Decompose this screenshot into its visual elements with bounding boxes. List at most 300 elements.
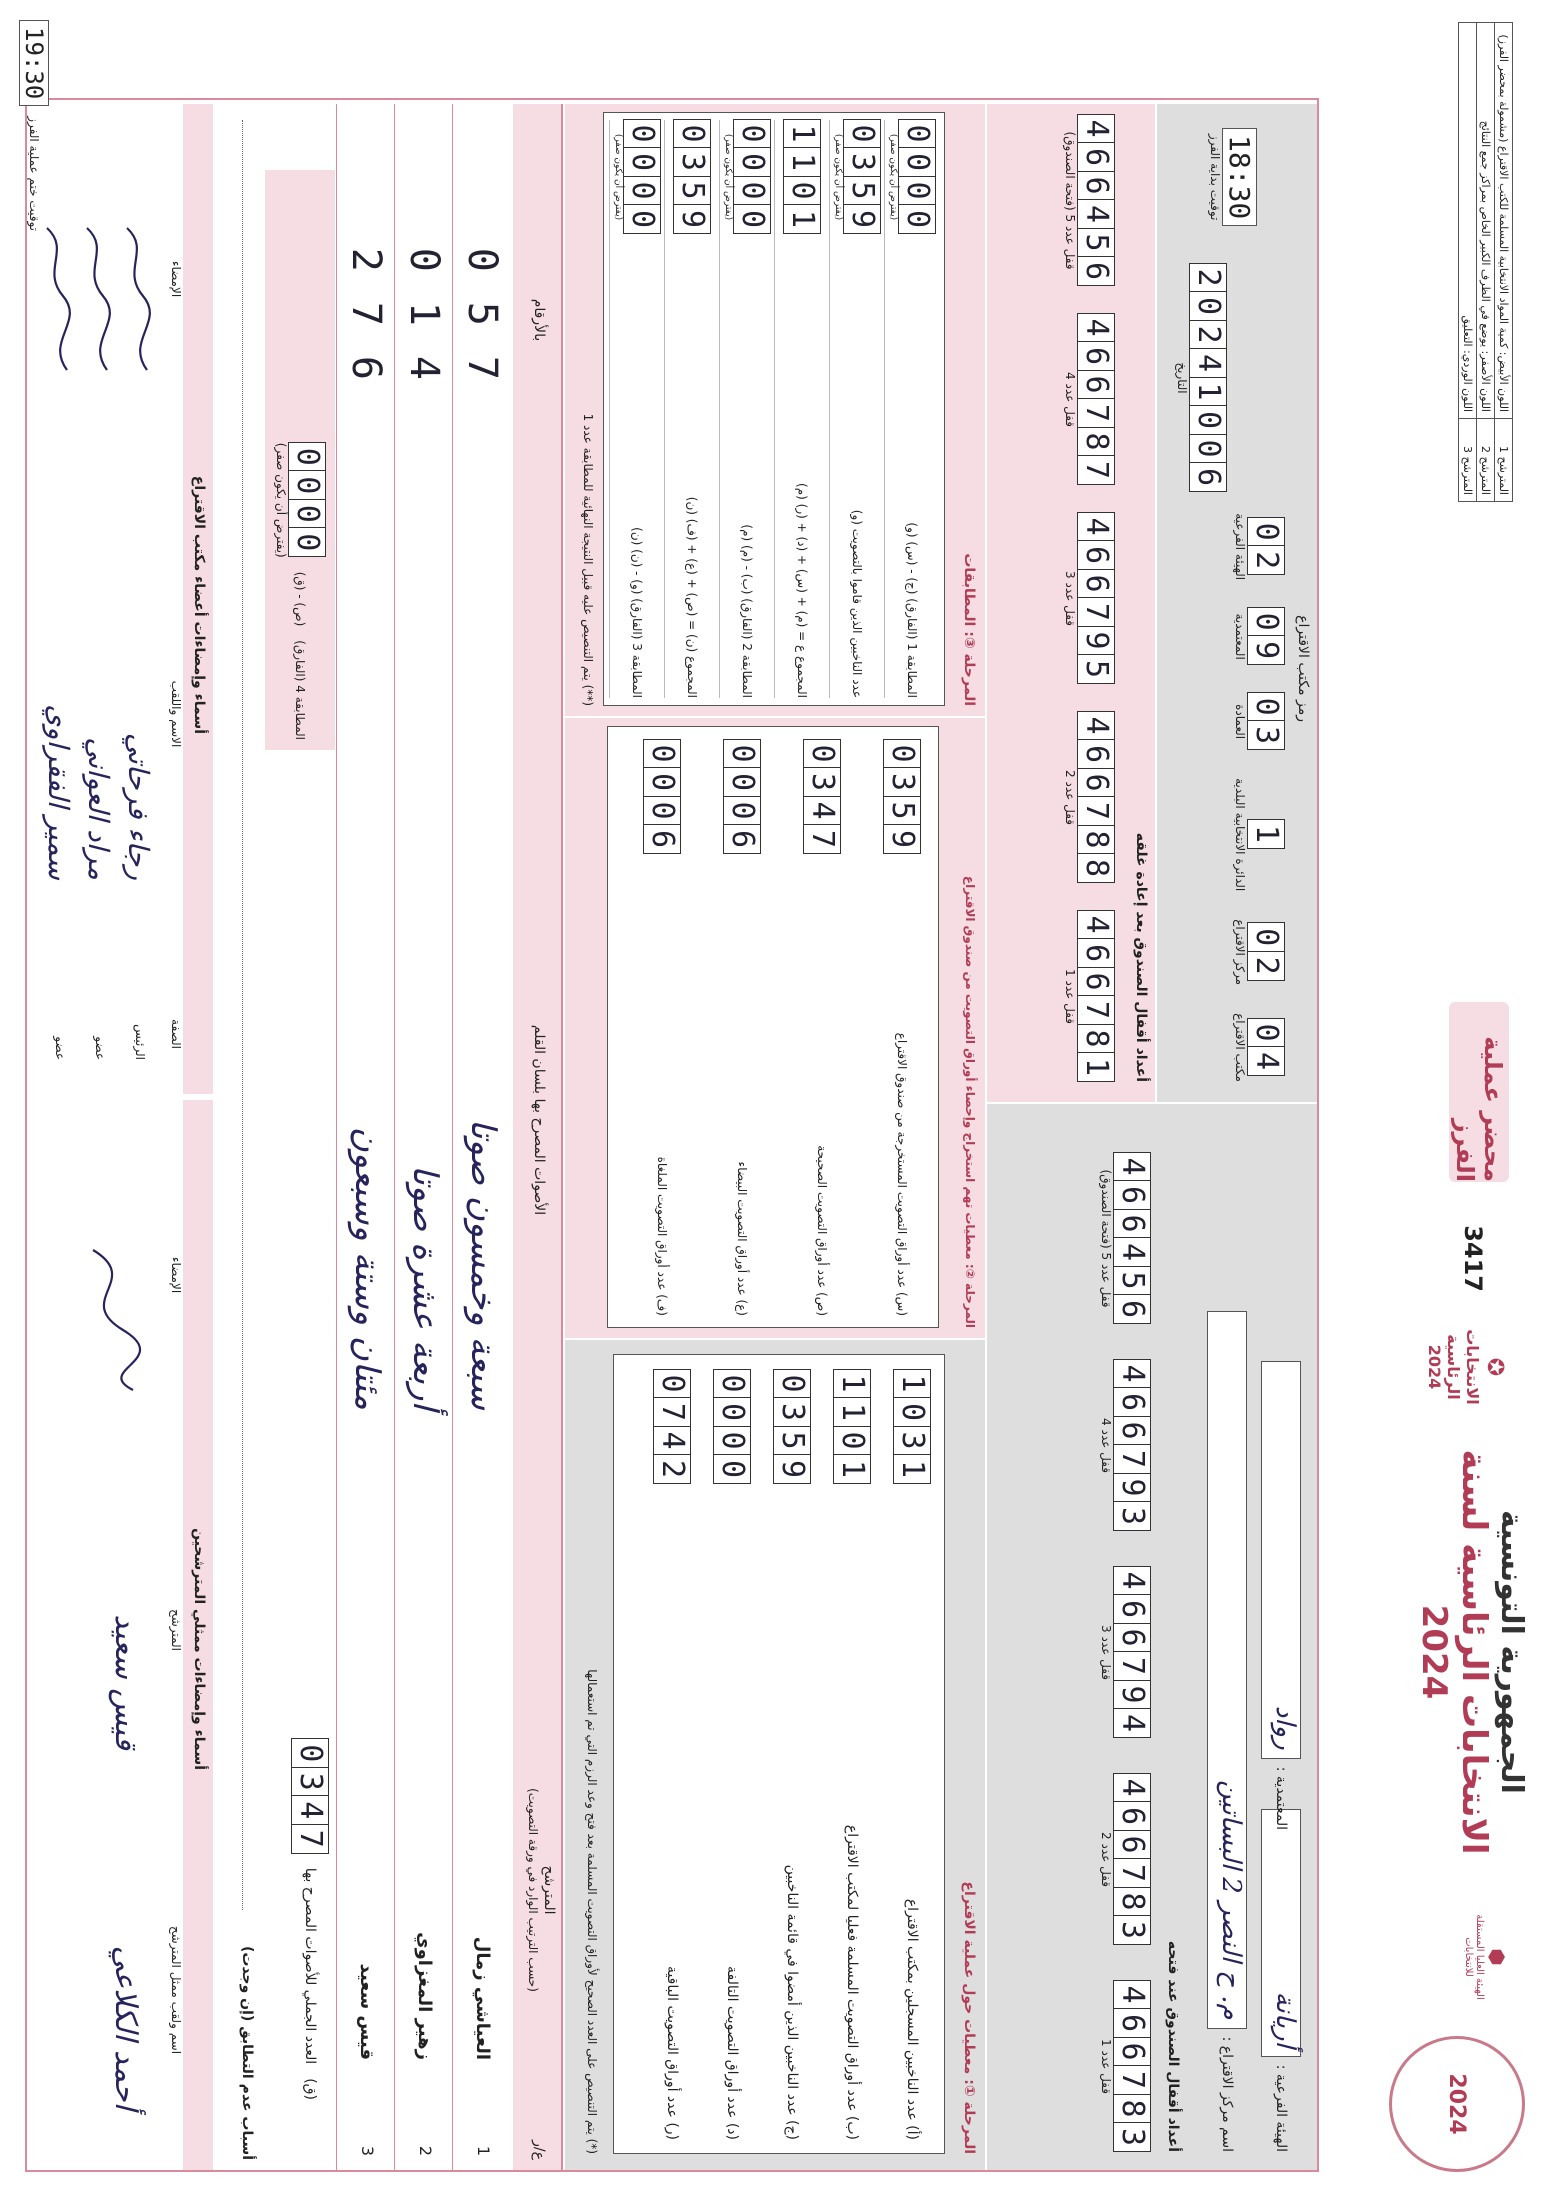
stage3-row-label: المجموع (ن) = (ص) + (ع) + (ف) (ن) bbox=[685, 496, 699, 698]
reasons-line bbox=[242, 120, 243, 1910]
digit-cell: 9 bbox=[1113, 1473, 1151, 1503]
total-value bbox=[291, 1740, 329, 1854]
row-code: (ج) bbox=[784, 2120, 801, 2140]
digit-cell: 9 bbox=[673, 204, 711, 234]
digit-cell: 7 bbox=[1113, 1651, 1151, 1681]
doc-number: 3417 bbox=[1459, 1225, 1487, 1292]
codes-row bbox=[1233, 513, 1285, 1082]
digit-cell: 6 bbox=[1113, 2008, 1151, 2038]
digit-cell: 9 bbox=[883, 824, 921, 854]
digit-cell: 4 bbox=[1113, 1773, 1151, 1803]
delegation-row bbox=[1261, 1361, 1301, 1830]
lock-digits bbox=[1113, 1567, 1151, 1738]
stage2-row-label bbox=[815, 1145, 829, 1316]
row-code: (س) bbox=[895, 1291, 909, 1316]
code-label: مركز الاقتراع bbox=[1233, 919, 1247, 986]
stage1-row-label bbox=[844, 1825, 861, 2140]
result-num: 2 bbox=[416, 2145, 435, 2156]
row-text: عدد أوراق التصويت الباقية bbox=[664, 1965, 681, 2118]
lock-label: قفل عدد 4 bbox=[1063, 372, 1077, 427]
lock-before-1 bbox=[1099, 1981, 1151, 2152]
lock-label: قفل عدد 1 bbox=[1063, 969, 1077, 1024]
stage3-row bbox=[664, 120, 719, 698]
result-digits: 276 bbox=[343, 247, 389, 410]
lock-digits bbox=[1077, 712, 1115, 883]
row-text: عدد أوراق التصويت المستخرجة من صندوق الاقتراع bbox=[895, 1032, 909, 1289]
stage3-note: (يفترض أن يكون صفر) bbox=[723, 133, 733, 221]
stage3-value-wrap bbox=[833, 120, 881, 234]
row-text: عدد أوراق التصويت البيضاء bbox=[735, 1161, 749, 1296]
lock-digits bbox=[1113, 1774, 1151, 1945]
reasons-label: أسباب عدم التطابق (إن وجدت) bbox=[239, 1945, 255, 2160]
colors-label: المترشح 2 bbox=[1477, 419, 1495, 502]
stage1-value bbox=[833, 1370, 871, 1484]
digit-cell: 4 bbox=[1077, 313, 1115, 343]
match4-note: (يفترض أن يكون صفر) bbox=[274, 442, 288, 558]
digit-cell: 6 bbox=[1113, 1594, 1151, 1624]
digit-cell: 3 bbox=[803, 767, 841, 797]
digit-cell: 0 bbox=[723, 796, 761, 826]
digit-cell: 8 bbox=[1113, 2094, 1151, 2124]
isie-logo bbox=[1463, 1902, 1509, 2012]
row-text: عدد أوراق التصويت المسلمة فعليا لمكتب الاقتراع bbox=[844, 1824, 861, 2112]
digit-cell: 3 bbox=[1113, 1501, 1151, 1531]
digit-cell: 4 bbox=[653, 1426, 691, 1456]
stage2-value bbox=[723, 740, 761, 854]
digit-cell: 0 bbox=[288, 499, 326, 529]
stage2-value bbox=[803, 740, 841, 854]
digit-cell: 1 bbox=[893, 1454, 931, 1484]
member-signature bbox=[37, 220, 75, 380]
main-titles bbox=[1414, 1432, 1529, 1872]
stage3-value-wrap bbox=[673, 120, 711, 234]
digit-cell: 0 bbox=[723, 767, 761, 797]
lock-after-5 bbox=[1063, 115, 1115, 286]
code-label: الدائرة الانتخابية البلدية bbox=[1233, 778, 1247, 892]
digit-cell: 0 bbox=[733, 204, 771, 234]
stage1-value bbox=[713, 1370, 751, 1484]
digit-cell: 6 bbox=[1077, 256, 1115, 286]
colors-desc: اللون الوردي: التعليق bbox=[1459, 23, 1477, 419]
colors-label: المترشح 3 bbox=[1459, 419, 1477, 502]
result-digits: 014 bbox=[401, 247, 447, 410]
digit-cell: 0 bbox=[898, 119, 936, 149]
digit-cell: 6 bbox=[1077, 341, 1115, 371]
rep-signature bbox=[63, 1240, 153, 1400]
digit-cell: 0 bbox=[1247, 692, 1285, 722]
digit-cell: 0 bbox=[288, 442, 326, 472]
row-code: (ع) bbox=[735, 1299, 749, 1316]
date-label: التاريخ bbox=[1175, 362, 1189, 394]
center-label: اسم مركز الاقتراع : bbox=[1219, 2036, 1236, 2152]
end-time-label: توقيت ختم عملية الفرز bbox=[27, 116, 41, 231]
result-candidate: العياشي زمال bbox=[472, 1936, 493, 2060]
digit-cell: 0 bbox=[673, 119, 711, 149]
digit-cell: 0 bbox=[783, 176, 821, 206]
row-text: عدد الناخبين المسجلين بمكتب الاقتراع bbox=[904, 1898, 921, 2121]
member-role: عضو bbox=[93, 1036, 107, 1060]
stage2-row-s bbox=[883, 740, 921, 1316]
locks-after-row bbox=[1063, 115, 1115, 1082]
delegation-value: رواد bbox=[1261, 1361, 1301, 1759]
digit-cell: 4 bbox=[1113, 1359, 1151, 1389]
stage1-row-c bbox=[773, 1370, 811, 2140]
code-digits bbox=[1247, 820, 1285, 849]
digit-cell: 6 bbox=[1113, 1387, 1151, 1417]
stage3-value-wrap bbox=[783, 120, 821, 234]
col-candidate-sub: (حسب الترتيب الوارد في ورقة التصويت) bbox=[526, 1788, 541, 1992]
reps-header bbox=[183, 1100, 213, 2170]
colors-legend bbox=[1458, 22, 1513, 502]
digit-cell: 1 bbox=[783, 204, 821, 234]
digit-cell: 0 bbox=[803, 739, 841, 769]
date-field bbox=[1175, 264, 1227, 492]
stage3-value-wrap bbox=[613, 120, 661, 234]
row-text: عدد الناخبين الذين أمضوا في قائمة الناخبين bbox=[784, 1864, 801, 2116]
lock-label: قفل عدد 4 bbox=[1099, 1418, 1113, 1473]
digit-cell: 4 bbox=[1077, 114, 1115, 144]
country-title: الجمهورية التونسية bbox=[1494, 1510, 1529, 1794]
lock-after-4 bbox=[1063, 314, 1115, 485]
logo-text: الانتخابات الرئاسية 2024 bbox=[1425, 1329, 1482, 1405]
stage1-row-label bbox=[904, 1899, 921, 2140]
isie-emblem-icon: ⬢ bbox=[1485, 1948, 1509, 1966]
lock-before-2 bbox=[1099, 1774, 1151, 1945]
lock-digits bbox=[1113, 1981, 1151, 2152]
lock-before-5 bbox=[1099, 1153, 1151, 1324]
digit-cell: 4 bbox=[1189, 348, 1227, 378]
reps-title: أسماء وإمضاءات ممثلي المترشحين bbox=[191, 1528, 207, 1770]
digit-cell: 6 bbox=[1077, 540, 1115, 570]
stage1-row-a bbox=[893, 1370, 931, 2140]
stage3-panel bbox=[565, 104, 985, 716]
digit-cell: 9 bbox=[1113, 1680, 1151, 1710]
stage2-row-a bbox=[723, 740, 761, 1316]
digit-cell: 5 bbox=[1077, 228, 1115, 258]
lock-label: قفل عدد 5 (فتحة الصندوق) bbox=[1063, 131, 1077, 270]
tunisia-flag-icon: ✪ bbox=[1482, 1357, 1507, 1377]
stage1-row-d bbox=[713, 1370, 751, 2140]
digit-cell: 2 bbox=[1247, 545, 1285, 575]
code-delegation bbox=[1233, 608, 1285, 665]
result-divider bbox=[452, 104, 453, 2170]
results-col-candidate bbox=[526, 1680, 557, 2100]
rep-signature-col: الإمضاء bbox=[169, 1256, 183, 1294]
delegation-label: المعتمدية : bbox=[1273, 1766, 1290, 1830]
stage3-row bbox=[774, 120, 829, 698]
digit-cell: 6 bbox=[1113, 1416, 1151, 1446]
lock-after-1 bbox=[1063, 911, 1115, 1082]
digit-cell: 6 bbox=[1113, 2037, 1151, 2067]
digit-cell: 8 bbox=[1113, 1887, 1151, 1917]
lock-label: قفل عدد 5 (فتحة الصندوق) bbox=[1099, 1169, 1113, 1308]
digit-cell: 4 bbox=[803, 796, 841, 826]
code-label: الهيئة الفرعية bbox=[1233, 513, 1247, 581]
start-time-value: 18:30 bbox=[1222, 128, 1257, 226]
stage1-title: المرحلة ①: معطيات حول عملية الاقتراع bbox=[961, 1881, 977, 2154]
digit-cell: 2 bbox=[653, 1454, 691, 1484]
digit-cell: 5 bbox=[673, 176, 711, 206]
stage1-panel bbox=[565, 1340, 985, 2170]
digit-cell: 0 bbox=[733, 119, 771, 149]
colors-row-3 bbox=[1459, 23, 1477, 502]
col-candidate-title: المترشح bbox=[541, 1865, 557, 1915]
digit-cell: 6 bbox=[723, 824, 761, 854]
stage3-value bbox=[733, 120, 771, 234]
code-digits bbox=[1247, 693, 1285, 750]
digit-cell: 6 bbox=[1077, 768, 1115, 798]
digit-cell: 6 bbox=[1077, 142, 1115, 172]
digit-cell: 3 bbox=[1113, 2122, 1151, 2152]
digit-cell: 7 bbox=[1077, 398, 1115, 428]
report-title: محضر عملية الفرز bbox=[1451, 1036, 1507, 1182]
digit-cell: 8 bbox=[1077, 825, 1115, 855]
row-code: (د) bbox=[724, 2122, 741, 2140]
header-band bbox=[1359, 0, 1549, 2192]
signatures-section bbox=[31, 104, 213, 2170]
result-divider bbox=[394, 104, 395, 2170]
digit-cell: 0 bbox=[883, 739, 921, 769]
stamp-year: 2024 bbox=[1444, 2073, 1470, 2135]
digit-cell: 9 bbox=[1247, 635, 1285, 665]
lock-before-3 bbox=[1099, 1567, 1151, 1738]
reps-cols bbox=[159, 1100, 183, 2170]
digit-cell: 5 bbox=[843, 176, 881, 206]
row-code: (ب) bbox=[844, 2115, 861, 2140]
digit-cell: 4 bbox=[1077, 199, 1115, 229]
rep-name-col: اسم ولقب ممثل المترشح bbox=[169, 1925, 183, 2055]
digit-cell: 0 bbox=[1189, 434, 1227, 464]
row-text: عدد أوراق التصويت التالفة bbox=[724, 1966, 741, 2119]
total-code: (ق) bbox=[302, 2078, 319, 2100]
report-title-banner bbox=[1449, 1002, 1509, 1182]
digit-cell: 6 bbox=[1077, 967, 1115, 997]
lock-label: قفل عدد 2 bbox=[1099, 1832, 1113, 1887]
center-value: م. ح النصر 2 البساتين bbox=[1207, 1311, 1247, 2029]
digit-cell: 1 bbox=[1077, 1052, 1115, 1082]
digit-cell: 1 bbox=[833, 1397, 871, 1427]
stage3-row bbox=[829, 120, 884, 698]
location-panel bbox=[987, 1104, 1317, 2170]
digit-cell: 7 bbox=[1113, 1858, 1151, 1888]
stage1-row-r bbox=[653, 1370, 691, 2140]
digit-cell: 6 bbox=[643, 824, 681, 854]
digit-cell: 0 bbox=[713, 1369, 751, 1399]
stage2-row-p bbox=[803, 740, 841, 1316]
stage1-value bbox=[653, 1370, 691, 1484]
digit-cell: 6 bbox=[1077, 171, 1115, 201]
members-header bbox=[183, 104, 213, 1094]
digit-cell: 1 bbox=[783, 119, 821, 149]
digit-cell: 3 bbox=[883, 767, 921, 797]
row-code: (ف) bbox=[655, 1294, 669, 1316]
digit-cell: 1 bbox=[1189, 377, 1227, 407]
code-label: مكتب الاقتراع bbox=[1233, 1013, 1247, 1082]
result-candidate: زهير المغزاوي bbox=[414, 1932, 435, 2060]
stage3-value bbox=[623, 120, 661, 234]
member-role: الرئيس bbox=[133, 1024, 147, 1060]
stage2-row-f bbox=[643, 740, 681, 1316]
member-signature-col: الإمضاء bbox=[169, 260, 183, 298]
stage2-row-label bbox=[655, 1157, 669, 1316]
digit-cell: 6 bbox=[1113, 1294, 1151, 1324]
digit-cell: 3 bbox=[893, 1426, 931, 1456]
row-code: (ر) bbox=[664, 2122, 681, 2140]
stage3-value bbox=[673, 120, 711, 234]
stage1-row-label bbox=[724, 1966, 741, 2140]
digit-cell: 6 bbox=[1113, 1830, 1151, 1860]
digit-cell: 3 bbox=[843, 147, 881, 177]
digit-cell: 2 bbox=[1189, 263, 1227, 293]
lock-digits bbox=[1113, 1153, 1151, 1324]
code-municipal bbox=[1233, 778, 1285, 891]
lock-digits bbox=[1077, 911, 1115, 1082]
stage3-row bbox=[719, 120, 774, 698]
digit-cell: 0 bbox=[733, 147, 771, 177]
stage1-row-label bbox=[784, 1865, 801, 2140]
digit-cell: 5 bbox=[773, 1426, 811, 1456]
results-col-words: الأصوات المصرح بها بلسان القلم bbox=[531, 1024, 547, 1216]
digit-cell: 0 bbox=[713, 1397, 751, 1427]
match4-value bbox=[288, 443, 326, 557]
digit-cell: 4 bbox=[1113, 1566, 1151, 1596]
result-num: 1 bbox=[474, 2145, 493, 2156]
code-imada bbox=[1233, 693, 1285, 750]
digit-cell: 7 bbox=[1077, 597, 1115, 627]
code-digits bbox=[1247, 1019, 1285, 1076]
isie-label: الهيئة العليا المستقلة للانتخابات bbox=[1463, 1914, 1485, 2000]
stage3-note: (يفترض أن يكون صفر) bbox=[833, 133, 843, 221]
digit-cell: 0 bbox=[723, 739, 761, 769]
stage3-value-wrap bbox=[888, 120, 936, 234]
official-stamp bbox=[1389, 2036, 1525, 2172]
digit-cell: 4 bbox=[1247, 1046, 1285, 1076]
match4-label: المطابقة 4 (الفارق) bbox=[293, 640, 307, 740]
stage2-title: المرحلة ②: معطيات تهم استخراج وإحصاء أوراق التصويت من صندوق الاقتراع bbox=[963, 875, 977, 1328]
match4-value-wrap bbox=[274, 443, 326, 558]
digit-cell: 7 bbox=[291, 1824, 329, 1854]
locks-after-panel bbox=[987, 104, 1155, 1102]
digit-cell: 9 bbox=[773, 1454, 811, 1484]
digit-cell: 6 bbox=[1113, 1623, 1151, 1653]
digit-cell: 0 bbox=[713, 1426, 751, 1456]
end-time-value: 19:30 bbox=[19, 20, 49, 106]
digit-cell: 1 bbox=[1247, 819, 1285, 849]
digit-cell: 0 bbox=[833, 1426, 871, 1456]
digit-cell: 3 bbox=[1247, 720, 1285, 750]
lock-after-3 bbox=[1063, 513, 1115, 684]
digit-cell: 6 bbox=[1077, 938, 1115, 968]
result-divider bbox=[336, 104, 337, 2170]
digit-cell: 7 bbox=[1077, 455, 1115, 485]
digit-cell: 0 bbox=[1189, 405, 1227, 435]
rep-candidate: قيس سعيد bbox=[108, 1614, 143, 1750]
rep-candidate-col: المترشح bbox=[169, 1609, 183, 1651]
digit-cell: 0 bbox=[1247, 922, 1285, 952]
stage2-row-label bbox=[735, 1162, 749, 1316]
digit-cell: 1 bbox=[893, 1369, 931, 1399]
locks-before-label: أعداد أقفال الصندوق عند فتحه bbox=[1165, 1940, 1181, 2152]
match4-formula: (ص) - (ق) bbox=[293, 571, 307, 627]
digit-cell: 8 bbox=[1077, 1024, 1115, 1054]
stage3-title: المرحلة ③: المطابقات bbox=[961, 553, 977, 706]
digit-cell: 4 bbox=[1077, 711, 1115, 741]
results-col-digits: بالأرقام bbox=[531, 298, 547, 342]
digit-cell: 0 bbox=[623, 119, 661, 149]
result-digits: 057 bbox=[459, 247, 505, 410]
digit-cell: 4 bbox=[1077, 910, 1115, 940]
digit-cell: 0 bbox=[893, 1397, 931, 1427]
digit-cell: 0 bbox=[643, 796, 681, 826]
digit-cell: 8 bbox=[1077, 427, 1115, 457]
colors-row-1 bbox=[1495, 23, 1513, 502]
code-digits bbox=[1247, 518, 1285, 575]
digit-cell: 1 bbox=[833, 1454, 871, 1484]
lock-label: قفل عدد 3 bbox=[1063, 571, 1077, 626]
result-words: مئتان وستة وسبعون bbox=[347, 1126, 387, 1410]
codes-label: رمز مكتب الاقتراع bbox=[1295, 615, 1311, 722]
digit-cell: 6 bbox=[1113, 1209, 1151, 1239]
digit-cell: 0 bbox=[843, 119, 881, 149]
lock-digits bbox=[1077, 314, 1115, 485]
digit-cell: 9 bbox=[843, 204, 881, 234]
digit-cell: 7 bbox=[1077, 995, 1115, 1025]
locks-before-row bbox=[1099, 1153, 1151, 2152]
digit-cell: 0 bbox=[291, 1738, 329, 1768]
stage3-row-label: المطابقة 3 (الفارق) (و) - (ن) (ن) bbox=[630, 527, 644, 698]
election-logo bbox=[1425, 1322, 1507, 1412]
match4 bbox=[265, 170, 335, 750]
digit-cell: 4 bbox=[1077, 512, 1115, 542]
digit-cell: 0 bbox=[1247, 607, 1285, 637]
row-text: عدد أوراق التصويت الصحيحة bbox=[815, 1145, 829, 1289]
stage1-row-label bbox=[664, 1966, 681, 2140]
colors-row-2 bbox=[1477, 23, 1495, 502]
digit-cell: 5 bbox=[1077, 654, 1115, 684]
code-label: العمادة bbox=[1233, 704, 1247, 740]
digit-cell: 0 bbox=[623, 147, 661, 177]
digit-cell: 0 bbox=[653, 1369, 691, 1399]
result-words: سبعة وخمسون صوتا bbox=[463, 1118, 503, 1410]
digit-cell: 0 bbox=[1247, 1018, 1285, 1048]
digit-cell: 0 bbox=[643, 767, 681, 797]
locks-after-label: أعداد أقفال الصندوق بعد إعادة غلقه bbox=[1133, 832, 1149, 1082]
digit-cell: 4 bbox=[1113, 1708, 1151, 1738]
digit-cell: 7 bbox=[653, 1397, 691, 1427]
member-role: عضو bbox=[53, 1036, 67, 1060]
row-code: (ص) bbox=[815, 1292, 829, 1316]
result-candidate: قيس سعيد bbox=[356, 1963, 377, 2060]
digit-cell: 4 bbox=[291, 1795, 329, 1825]
digit-cell: 1 bbox=[833, 1369, 871, 1399]
digit-cell: 8 bbox=[1077, 853, 1115, 883]
results-col-num: ع/ر bbox=[531, 2140, 547, 2160]
digit-cell: 3 bbox=[1113, 1915, 1151, 1945]
center-row bbox=[1207, 1311, 1247, 2152]
digit-cell: 2 bbox=[1247, 951, 1285, 981]
start-time-field bbox=[1208, 128, 1257, 226]
row-code: (أ) bbox=[904, 2125, 921, 2140]
digit-cell: 7 bbox=[1113, 1444, 1151, 1474]
stage3-note: (يفترض أن يكون صفر) bbox=[613, 133, 623, 221]
stage1-row-b bbox=[833, 1370, 871, 2140]
result-num: 3 bbox=[358, 2145, 377, 2156]
colors-label: المترشح 1 bbox=[1495, 419, 1513, 502]
digit-cell: 0 bbox=[773, 1369, 811, 1399]
stage3-value bbox=[783, 120, 821, 234]
digit-cell: 6 bbox=[1077, 569, 1115, 599]
digit-cell: 3 bbox=[291, 1767, 329, 1797]
